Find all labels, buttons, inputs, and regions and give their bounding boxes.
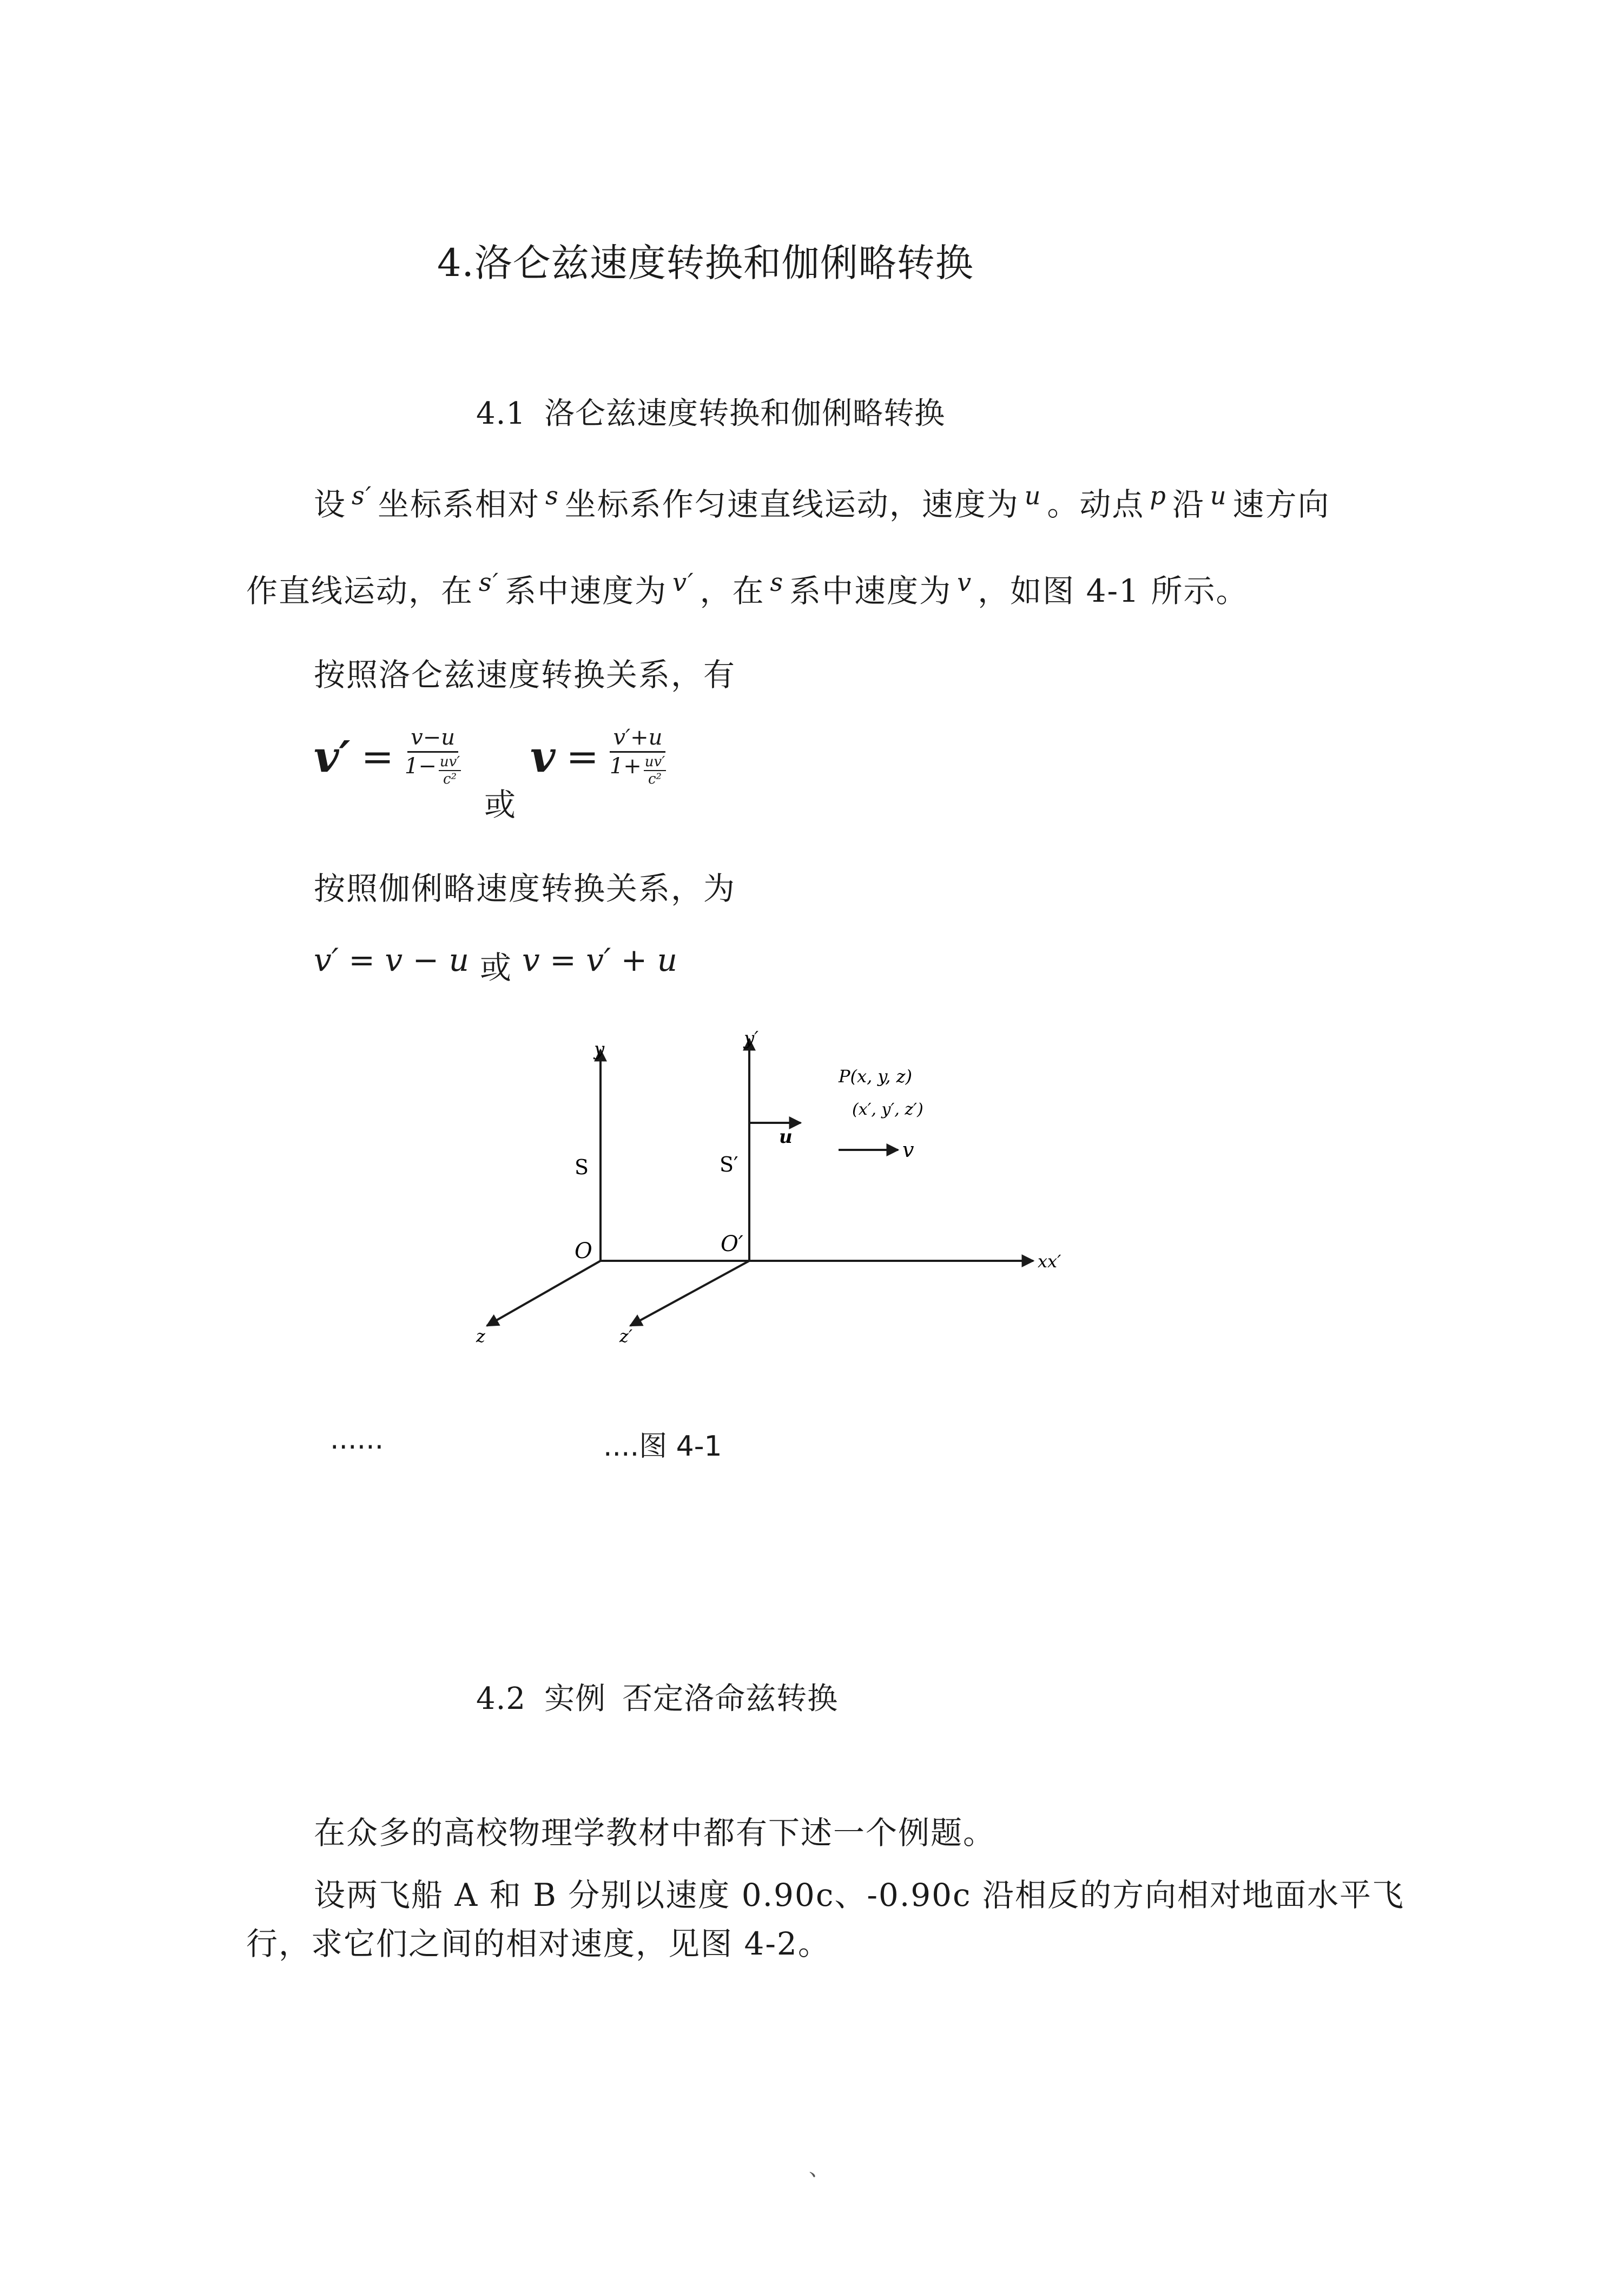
label-z-prime: z′ (619, 1326, 633, 1346)
label-point-p-prime: (x′, y′, z′) (852, 1100, 923, 1119)
section-title: 否定洛命兹转换 (622, 1681, 839, 1716)
inner-denominator: c² (648, 771, 662, 787)
text-run: 坐标系作匀速直线运动，速度为 (564, 486, 1019, 523)
section-number: 4.1 (476, 396, 526, 431)
paragraph-3: 按照洛仑兹速度转换关系，有 (314, 656, 736, 693)
inner-fraction (439, 754, 461, 787)
galileo-formula-2: v = v′ + u (522, 942, 678, 978)
section-number: 4.2 (476, 1681, 526, 1716)
or-word: 或 (484, 786, 516, 823)
inner-numerator: uv′ (439, 754, 460, 770)
equals-sign: = (361, 733, 394, 779)
lorentz-formula-1 (314, 725, 461, 787)
paragraph-2 (246, 565, 1248, 611)
lorentz-formula-2 (530, 725, 666, 787)
math-s: s (770, 567, 784, 597)
label-y-prime: y′ (744, 1028, 758, 1049)
figure-caption: ....图 4-1 (603, 1430, 722, 1463)
fraction (610, 725, 666, 787)
label-v: v (902, 1138, 914, 1162)
formula-lhs: v (530, 731, 556, 782)
chapter-title: 4.洛仑兹速度转换和伽俐略转换 (437, 241, 974, 285)
galileo-formulas (314, 942, 677, 988)
inner-numerator: uv′ (644, 754, 665, 770)
label-xx-prime: xx′ (1038, 1251, 1061, 1272)
text-run: 沿 (1172, 486, 1205, 523)
label-origin-o-prime: O′ (721, 1232, 743, 1256)
s-z-axis (487, 1261, 601, 1326)
footer-mark: 、 (809, 2156, 830, 2181)
math-u: u (1024, 481, 1042, 510)
text-run: 速方向 (1232, 486, 1330, 523)
fraction-numerator: v′+u (610, 725, 665, 753)
galileo-formula-1: v′ = v − u (314, 942, 469, 978)
text-run: 。动点 (1047, 486, 1145, 523)
label-frame-s: S (575, 1155, 589, 1179)
label-z: z (476, 1326, 485, 1346)
fraction-denominator (610, 753, 666, 787)
s-prime-z-axis (630, 1261, 749, 1326)
section-heading-4-2 (476, 1675, 838, 1718)
math-s: s (545, 481, 559, 510)
fraction (405, 725, 461, 787)
math-s-prime: s′ (479, 567, 500, 597)
or-word: 或 (480, 949, 512, 986)
formula-lhs: v′ (314, 731, 351, 782)
equals-sign: = (566, 733, 599, 779)
section-label: 实例 (544, 1681, 606, 1716)
figure-4-1-coordinate-diagram (454, 1017, 1093, 1364)
label-origin-o: O (575, 1239, 592, 1264)
label-y: y (594, 1038, 605, 1060)
paragraph-1 (314, 479, 1330, 524)
math-s-prime: s′ (352, 481, 373, 510)
paragraph-6: 设两飞船 A 和 B 分别以速度 0.90c、-0.90c 沿相反的方向相对地面水平飞 (314, 1877, 1404, 1913)
inner-denominator: c² (443, 771, 457, 787)
text-run: 系中速度为 (505, 573, 668, 609)
denominator-lead: 1− (404, 754, 437, 779)
text-run: 系中速度为 (789, 573, 952, 609)
paragraph-4: 按照伽俐略速度转换关系，为 (314, 870, 736, 907)
math-v-prime: v′ (672, 567, 695, 597)
math-p: p (1150, 481, 1167, 510)
denominator-lead: 1+ (609, 754, 642, 779)
fraction-numerator: v−u (407, 725, 458, 753)
paragraph-7: 行，求它们之间的相对速度，见图 4-2。 (246, 1925, 830, 1962)
paragraph-5: 在众多的高校物理学教材中都有下述一个例题。 (314, 1814, 996, 1851)
math-u: u (1210, 481, 1228, 510)
fraction-denominator (405, 753, 461, 787)
text-run: ，如图 4-1 所示。 (978, 573, 1249, 609)
text-run: 坐标系相对 (378, 486, 540, 523)
inner-fraction (644, 754, 666, 787)
label-frame-s-prime: S′ (720, 1153, 738, 1176)
math-v: v (957, 567, 973, 597)
section-title: 洛仑兹速度转换和伽俐略转换 (544, 396, 946, 431)
section-heading-4-1 (476, 390, 945, 433)
caption-dots: ...... (330, 1423, 384, 1456)
label-point-p: P(x, y, z) (839, 1066, 912, 1087)
label-u: u (779, 1126, 793, 1148)
lorentz-formulas (314, 720, 963, 828)
text-run: ，在 (700, 573, 765, 609)
text-run: 设 (314, 486, 347, 523)
text-run: 作直线运动，在 (246, 573, 474, 609)
